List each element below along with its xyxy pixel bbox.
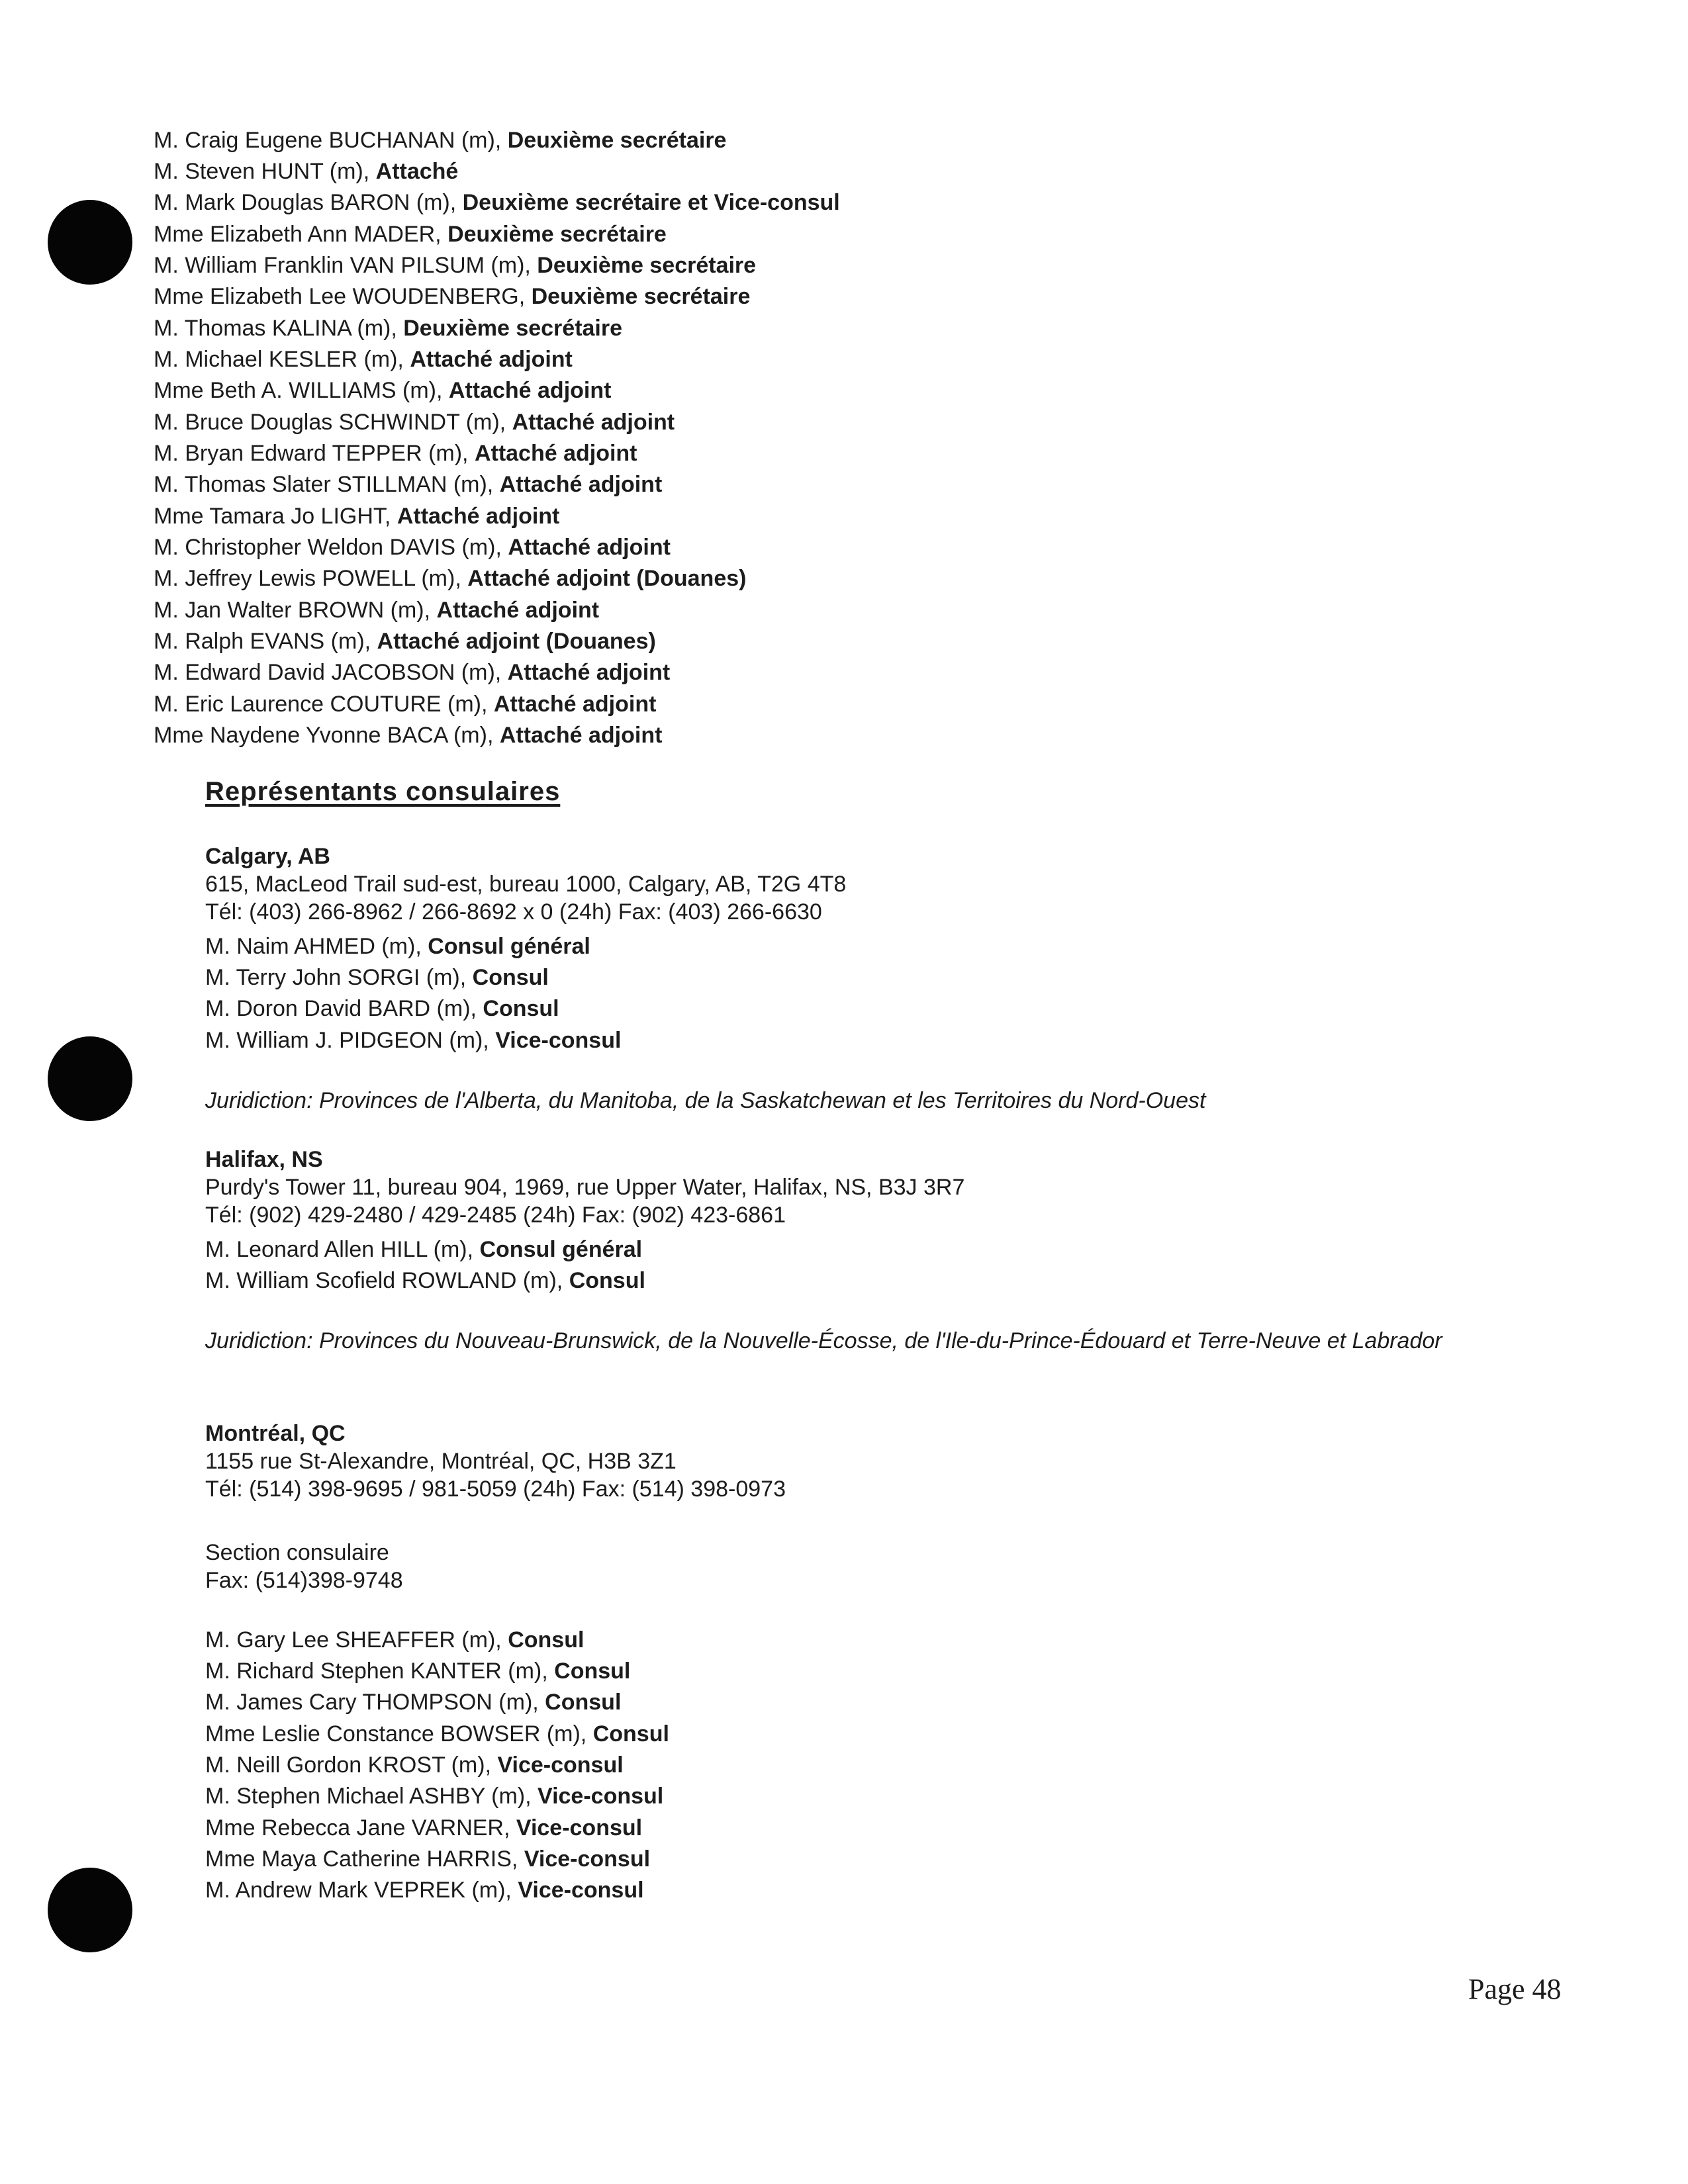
montreal-section-label: Section consulaire — [205, 1540, 389, 1565]
halifax-city: Halifax, NS — [205, 1147, 323, 1172]
page-number: Page 48 — [1468, 1973, 1562, 2005]
halifax-address: Purdy's Tower 11, bureau 904, 1969, rue Upper Water, Halifax, NS, B3J 3R7 — [205, 1175, 965, 1200]
halifax-jurisdiction: Juridiction: Provinces du Nouveau-Brunswick, de la Nouvelle-Écosse, de l'Ile-du-Prince-Édouard et Terre-Neuve et Labrador — [205, 1328, 1442, 1353]
montreal-section-fax: Fax: (514)398-9748 — [205, 1568, 403, 1593]
montreal-staff-line: M. Richard Stephen KANTER (m), Consul — [205, 1659, 631, 1684]
montreal-staff-line: M. Neill Gordon KROST (m), Vice-consul — [205, 1752, 624, 1778]
montreal-staff-line: Mme Rebecca Jane VARNER, Vice-consul — [205, 1815, 643, 1841]
staff-line: M. William Franklin VAN PILSUM (m), Deuxième secrétaire — [154, 253, 757, 278]
staff-line: M. Jeffrey Lewis POWELL (m), Attaché adjoint (Douanes) — [154, 566, 747, 591]
calgary-jurisdiction: Juridiction: Provinces de l'Alberta, du Manitoba, de la Saskatchewan et les Territoires du Nord-Ouest — [205, 1088, 1206, 1113]
montreal-phone: Tél: (514) 398-9695 / 981-5059 (24h) Fax: (514) 398-0973 — [205, 1477, 786, 1502]
staff-line: M. Thomas Slater STILLMAN (m), Attaché adjoint — [154, 472, 663, 497]
montreal-staff-line: M. Gary Lee SHEAFFER (m), Consul — [205, 1627, 585, 1653]
montreal-staff-line: M. Andrew Mark VEPREK (m), Vice-consul — [205, 1878, 644, 1903]
calgary-staff-line: M. Terry John SORGI (m), Consul — [205, 965, 549, 990]
staff-line: Mme Elizabeth Lee WOUDENBERG, Deuxième secrétaire — [154, 284, 751, 309]
staff-line: M. Michael KESLER (m), Attaché adjoint — [154, 347, 573, 372]
staff-line: Mme Naydene Yvonne BACA (m), Attaché adjoint — [154, 723, 663, 748]
staff-line: M. Christopher Weldon DAVIS (m), Attaché adjoint — [154, 535, 671, 560]
staff-line: M. Jan Walter BROWN (m), Attaché adjoint — [154, 598, 600, 623]
staff-line: M. Mark Douglas BARON (m), Deuxième secrétaire et Vice-consul — [154, 190, 840, 215]
section-title: Représentants consulaires — [205, 777, 561, 806]
staff-line: Mme Tamara Jo LIGHT, Attaché adjoint — [154, 504, 560, 529]
calgary-staff-line: M. Doron David BARD (m), Consul — [205, 996, 559, 1021]
montreal-staff-line: M. James Cary THOMPSON (m), Consul — [205, 1690, 622, 1715]
halifax-staff-line: M. Leonard Allen HILL (m), Consul général — [205, 1237, 643, 1262]
halifax-staff-line: M. William Scofield ROWLAND (m), Consul — [205, 1268, 645, 1293]
punch-hole-bottom — [48, 1868, 132, 1952]
montreal-staff-line: Mme Leslie Constance BOWSER (m), Consul — [205, 1721, 669, 1747]
montreal-address: 1155 rue St-Alexandre, Montréal, QC, H3B 3Z1 — [205, 1449, 677, 1474]
calgary-staff-line: M. William J. PIDGEON (m), Vice-consul — [205, 1028, 622, 1053]
montreal-staff-line: Mme Maya Catherine HARRIS, Vice-consul — [205, 1846, 651, 1872]
punch-hole-top — [48, 200, 132, 285]
staff-line: M. Thomas KALINA (m), Deuxième secrétaire — [154, 316, 623, 341]
staff-line: M. Eric Laurence COUTURE (m), Attaché adjoint — [154, 692, 657, 717]
montreal-staff-line: M. Stephen Michael ASHBY (m), Vice-consul — [205, 1784, 664, 1809]
calgary-city: Calgary, AB — [205, 844, 330, 869]
calgary-staff-line: M. Naim AHMED (m), Consul général — [205, 934, 590, 959]
staff-line: Mme Beth A. WILLIAMS (m), Attaché adjoint — [154, 378, 612, 403]
staff-line: Mme Elizabeth Ann MADER, Deuxième secrétaire — [154, 222, 667, 247]
montreal-city: Montréal, QC — [205, 1421, 346, 1446]
staff-line: M. Bruce Douglas SCHWINDT (m), Attaché adjoint — [154, 410, 675, 435]
staff-line: M. Steven HUNT (m), Attaché — [154, 159, 459, 184]
staff-line: M. Craig Eugene BUCHANAN (m), Deuxième secrétaire — [154, 128, 727, 153]
staff-line: M. Bryan Edward TEPPER (m), Attaché adjoint — [154, 441, 637, 466]
halifax-phone: Tél: (902) 429-2480 / 429-2485 (24h) Fax: (902) 423-6861 — [205, 1203, 786, 1228]
staff-line: M. Edward David JACOBSON (m), Attaché adjoint — [154, 660, 671, 685]
calgary-address: 615, MacLeod Trail sud-est, bureau 1000, Calgary, AB, T2G 4T8 — [205, 872, 847, 897]
punch-hole-middle — [48, 1036, 132, 1121]
staff-line: M. Ralph EVANS (m), Attaché adjoint (Douanes) — [154, 629, 656, 654]
calgary-phone: Tél: (403) 266-8962 / 266-8692 x 0 (24h) Fax: (403) 266-6630 — [205, 899, 822, 925]
